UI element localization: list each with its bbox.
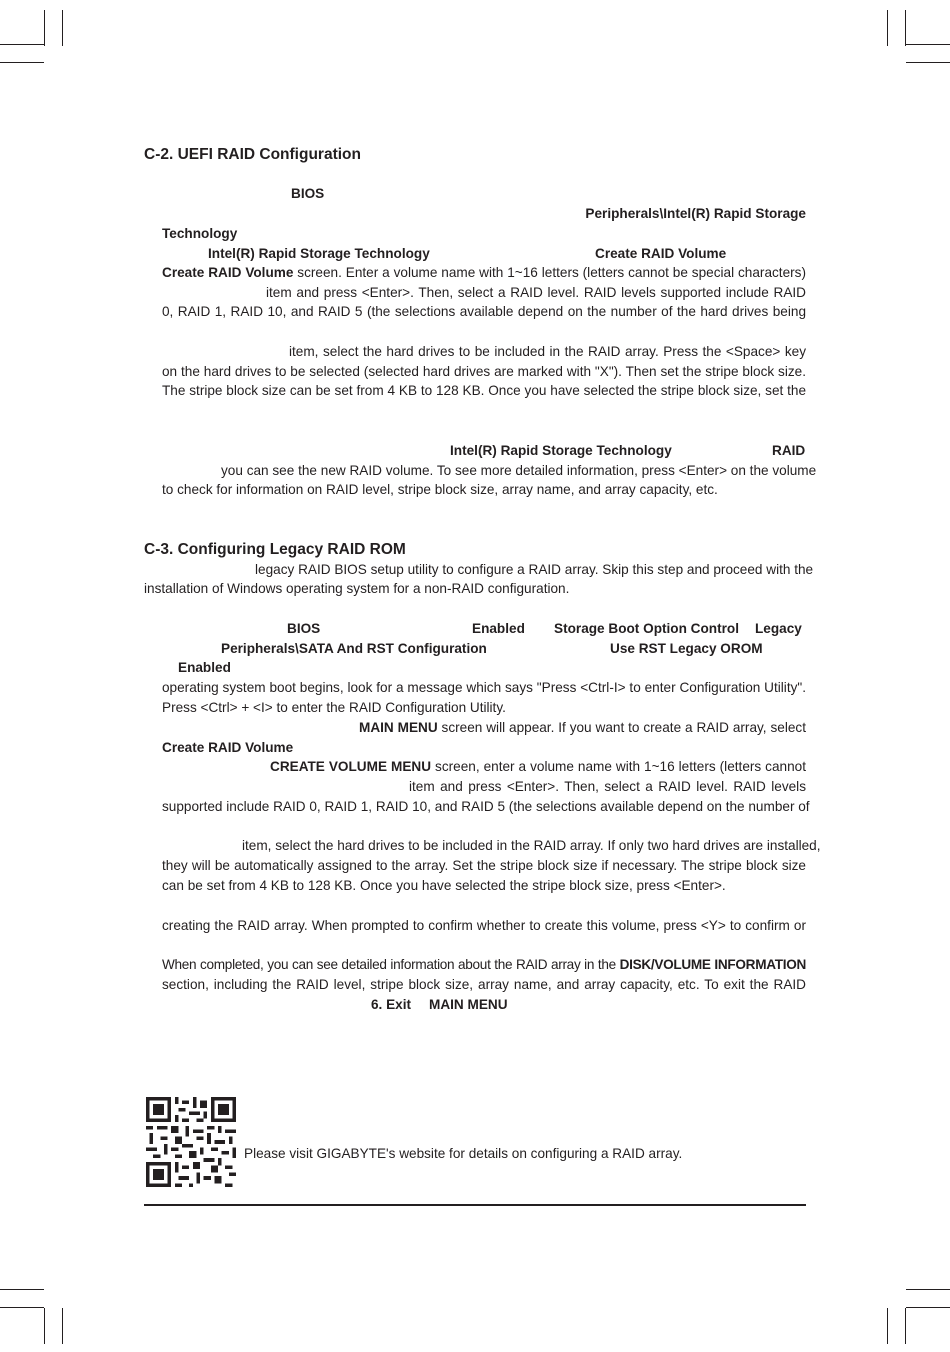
qr-code-icon xyxy=(146,1097,236,1187)
c2-line-5-text: screen. Enter a volume name with 1~16 letters (letters cannot be special characters) xyxy=(293,265,806,280)
c3-line-18: section, including the RAID level, stripe block size, array name, and array capacity, etc. To exit the RAID xyxy=(162,977,806,992)
crop-mark xyxy=(906,1307,950,1308)
crop-mark xyxy=(906,1289,950,1290)
section-title-c3: C-3. Configuring Legacy RAID ROM xyxy=(144,541,406,558)
section-title-c2: C-2. UEFI RAID Configuration xyxy=(144,146,361,163)
c3-line-15: can be set from 4 KB to 128 KB. Once you have selected the stripe block size, press <Enter>. xyxy=(162,878,726,893)
crop-mark xyxy=(0,62,44,63)
c2-line-5-bold: Create RAID Volume xyxy=(162,265,294,280)
c3-line-2: installation of Windows operating system for a non-RAID configuration. xyxy=(144,581,570,596)
c3-line-8-bold: MAIN MENU xyxy=(359,720,438,735)
crop-mark xyxy=(62,1308,63,1344)
c2-line-3: Technology xyxy=(162,226,238,241)
crop-mark xyxy=(887,10,888,46)
c3-line-11: item and press <Enter>. Then, select a RAID level. RAID levels xyxy=(409,779,806,794)
c2-line-2: Peripherals\Intel(R) Rapid Storage xyxy=(585,206,806,221)
c3-line-12: supported include RAID 0, RAID 1, RAID 10, and RAID 5 (the selections available depend on the number of xyxy=(162,799,810,814)
c3-line-5: Enabled xyxy=(178,660,231,675)
c3-line-8 xyxy=(359,719,806,737)
crop-mark xyxy=(0,1307,44,1308)
c2-line-13: to check for information on RAID level, stripe block size, array name, and array capacity, etc. xyxy=(162,482,718,497)
c2-line-4a: Intel(R) Rapid Storage Technology xyxy=(208,246,430,261)
crop-mark xyxy=(44,1308,45,1344)
c2-line-12: you can see the new RAID volume. To see more detailed information, press <Enter> on the volume xyxy=(221,463,817,478)
bottom-rule xyxy=(144,1204,806,1206)
c3-line-1: legacy RAID BIOS setup utility to configure a RAID array. Skip this step and proceed with the xyxy=(255,562,814,577)
c3-line-19a: 6. Exit xyxy=(371,997,412,1012)
c2-line-1: BIOS xyxy=(291,186,325,201)
c3-line-10-bold: CREATE VOLUME MENU xyxy=(270,759,432,774)
c2-line-4b: Create RAID Volume xyxy=(595,246,727,261)
c2-line-11b: RAID xyxy=(772,443,806,458)
c3-line-17-bold: DISK/VOLUME INFORMATION xyxy=(619,957,806,972)
crop-mark xyxy=(0,44,44,45)
crop-mark xyxy=(906,44,950,45)
c2-line-7: 0, RAID 1, RAID 10, and RAID 5 (the selections available depend on the number of the hard drives being xyxy=(162,304,806,319)
c3-line-4a: Peripherals\SATA And RST Configuration xyxy=(221,641,487,656)
c3-line-17-text: When completed, you can see detailed information about the RAID array in the xyxy=(162,957,620,972)
c3-line-8-text: screen will appear. If you want to create a RAID array, select xyxy=(437,720,806,735)
c2-line-8: item, select the hard drives to be included in the RAID array. Press the <Space> key xyxy=(289,344,806,359)
footer-note: Please visit GIGABYTE's website for details on configuring a RAID array. xyxy=(244,1146,683,1161)
c2-line-6: item and press <Enter>. Then, select a RAID level. RAID levels supported include RAID xyxy=(266,285,806,300)
c2-line-9: on the hard drives to be selected (selected hard drives are marked with "X"). Then set the stripe block size. xyxy=(162,364,806,379)
crop-mark xyxy=(62,10,63,46)
crop-mark xyxy=(906,62,950,63)
c3-line-10 xyxy=(270,758,806,776)
c3-line-4b: Use RST Legacy OROM xyxy=(610,641,763,656)
crop-mark xyxy=(0,1289,44,1290)
c3-line-9: Create RAID Volume xyxy=(162,740,294,755)
crop-mark xyxy=(44,10,45,46)
crop-mark xyxy=(905,1308,906,1344)
c3-line-3c: Storage Boot Option Control xyxy=(554,621,740,636)
c3-line-17 xyxy=(162,956,806,974)
c3-line-13: item, select the hard drives to be included in the RAID array. If only two hard drives are installed, xyxy=(242,838,821,853)
c3-line-3b: Enabled xyxy=(472,621,525,636)
c3-line-16: creating the RAID array. When prompted to confirm whether to create this volume, press <Y> to confirm or xyxy=(162,918,806,933)
c2-line-10: The stripe block size can be set from 4 KB to 128 KB. Once you have selected the stripe block size, set the xyxy=(162,383,806,398)
c3-line-3d: Legacy xyxy=(755,621,802,636)
crop-mark xyxy=(905,10,906,46)
c3-line-7: Press <Ctrl> + <I> to enter the RAID Configuration Utility. xyxy=(162,700,506,715)
c3-line-19b: MAIN MENU xyxy=(429,997,508,1012)
c3-line-3a: BIOS xyxy=(287,621,321,636)
c3-line-10-text: screen, enter a volume name with 1~16 letters (letters cannot xyxy=(431,759,807,774)
c3-line-6: operating system boot begins, look for a message which says "Press <Ctrl-I> to enter Configuration Utility". xyxy=(162,680,806,695)
c2-line-5 xyxy=(162,264,806,282)
crop-mark xyxy=(887,1308,888,1344)
c3-line-14: they will be automatically assigned to the array. Set the stripe block size if necessary. The stripe block size xyxy=(162,858,806,873)
c2-line-11a: Intel(R) Rapid Storage Technology xyxy=(450,443,672,458)
